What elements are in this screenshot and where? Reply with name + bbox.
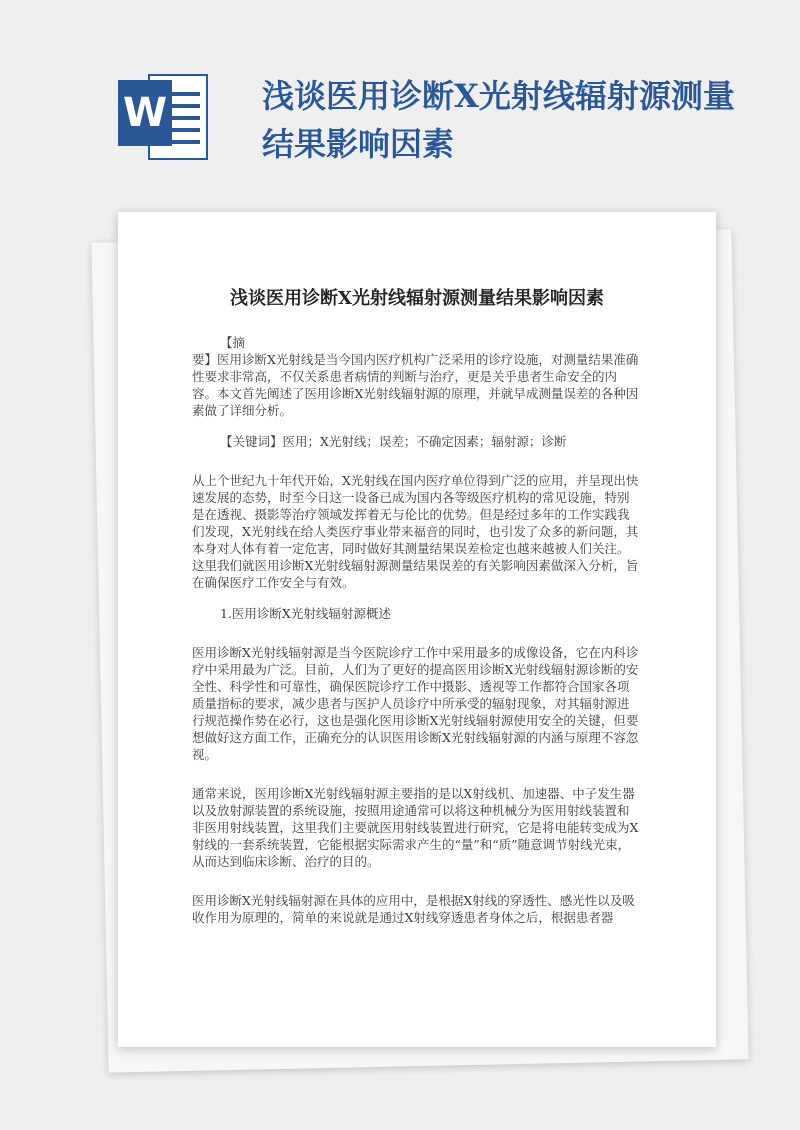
body-paragraph: 医用诊断X光射线辐射源在具体的应用中，是根据X射线的穿透性、感光性以及吸收作用为原理的，简单的来说就是通过X射线穿透患者身体之后，根据患者器 <box>192 893 635 925</box>
word-logo <box>118 70 212 164</box>
intro-paragraph: 从上个世纪九十年代开始，X光射线在国内医疗单位得到广泛的应用，并呈现出快速发展的态势，时至今日这一设备已成为国内各等级医疗机构的常见设施，特别是在透视、摄影等治疗领域发挥着无与伦比的优势。但是经过多年的工作实践我们发现，X光射线在给人类医疗事业带来福音的同时，也引发了众多的新问题，其本身对人体有着一定危害，同时做好其测量结果误差检定也越来越被人们关注。这里我们就医用诊断X光射线辐射源测量结果误差的有关影响因素做深入分析，旨在确保医疗工作安全与有效。 <box>192 473 639 590</box>
banner-title: 浅谈医用诊断X光射线辐射源测量结果影响因素 <box>262 77 735 163</box>
section-heading: 1.医用诊断X光射线辐射源概述 <box>220 606 391 621</box>
word-icon: W <box>118 80 172 146</box>
body-paragraph: 医用诊断X光射线辐射源是当今医院诊疗工作中采用最多的成像设备，它在内科诊疗中采用最为广泛。目前，人们为了更好的提高医用诊断X光射线辐射源诊断的安全性、科学性和可靠性，确保医院诊疗工作中摄影、透视等工作都符合国家各项质量指标的要求，减少患者与医护人员诊疗中所承受的辐射现象，对其辐射源进行规范操作势在必行，这也是强化医用诊断X光射线辐射源使用安全的关键，但要想做好这方面工作，正确充分的认识医用诊断X光射线辐射源的内涵与原理不容忽视。 <box>192 645 639 762</box>
abstract-label: 【摘 <box>220 335 246 350</box>
keywords: 【关键词】医用；X光射线；误差；不确定因素；辐射源；诊断 <box>220 434 567 449</box>
document-page <box>118 212 716 1047</box>
body-paragraph: 通常来说，医用诊断X光射线辐射源主要指的是以X射线机、加速器、中子发生器以及放射源装置的系统设施，按照用途通常可以将这种机械分为医用射线装置和非医用射线装置，这里我们主要就医用射线装置进行研究，它是将电能转变成为X射线的一套系统装置，它能根据实际需求产生的“量”和“质”随意调节射线光束，从而达到临床诊断、治疗的目的。 <box>192 786 639 869</box>
document-title: 浅谈医用诊断X光射线辐射源测量结果影响因素 <box>230 288 604 309</box>
document-content <box>192 334 640 926</box>
abstract-text: 要】医用诊断X光射线是当今国内医疗机构广泛采用的诊疗设施，对测量结果准确性要求非常高，不仅关系患者病情的判断与治疗，更是关乎患者生命安全的内容。本文首先阐述了医用诊断X光射线辐射源的原理，并就早成测量误差的各种因素做了详细分析。 <box>192 352 639 418</box>
